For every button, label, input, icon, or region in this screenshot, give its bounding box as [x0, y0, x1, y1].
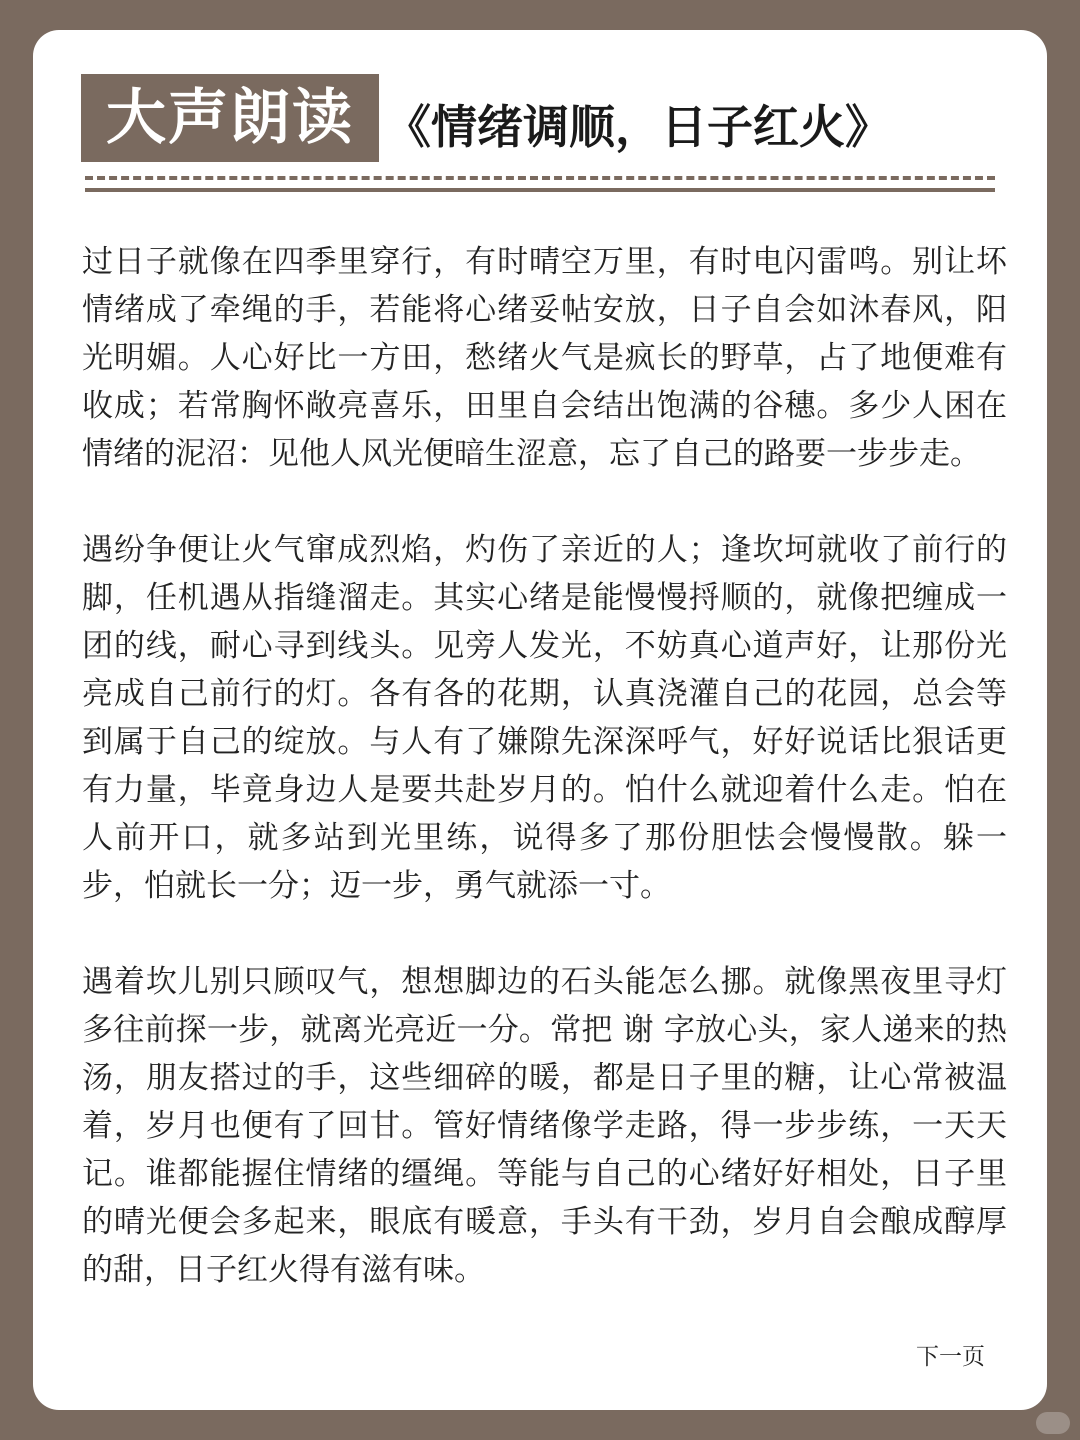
article-title: 《情绪调顺，日子红火》: [385, 100, 891, 154]
dashed-divider: [85, 176, 995, 180]
paragraph-2: 遇纷争便让火气窜成烈焰，灼伤了亲近的人；逢坎坷就收了前行的脚，任机遇从指缝溜走。其实心绪是能慢慢捋顺的，就像把缠成一团的线，耐心寻到线头。见旁人发光，不妨真心道声好，让那份光亮成自己前行的灯。各有各的花期，认真浇灌自己的花园，总会等到属于自己的绽放。与人有了嫌隙先深深呼气，好好说话比狠话更有力量，毕竟身边人是要共赴岁月的。怕什么就迎着什么走。怕在人前开口，就多站到光里练，说得多了那份胆怯会慢慢散。躲一步，怕就长一分；迈一步，勇气就添一寸。: [82, 532, 1007, 904]
solid-divider: [85, 188, 995, 192]
paragraph-3: 遇着坎儿别只顾叹气，想想脚边的石头能怎么挪。就像黑夜里寻灯多往前探一步，就离光亮近一分。常把 谢 字放心头，家人递来的热汤，朋友搭过的手，这些细碎的暖，都是日子里的糖，让心常被温着，岁月也便有了回甘。管好情绪像学走路，得一步步练，一天天记。谁都能握住情绪的缰绳。等能与自己的心绪好好相处，日子里的晴光便会多起来，眼底有暖意，手头有干劲，岁月自会酿成醇厚的甜，日子红火得有滋有味。: [82, 964, 1007, 1288]
paragraph-1: 过日子就像在四季里穿行，有时晴空万里，有时电闪雷鸣。别让坏情绪成了牵绳的手，若能将心绪妥帖安放，日子自会如沐春风，阳光明媚。人心好比一方田，愁绪火气是疯长的野草，占了地便难有收成；若常胸怀敞亮喜乐，田里自会结出饱满的谷穗。多少人困在情绪的泥沼：见他人风光便暗生涩意，忘了自己的路要一步步走。: [82, 244, 1007, 472]
article-body: [82, 238, 1007, 1294]
next-page-link[interactable]: 下一页: [916, 1344, 985, 1370]
read-aloud-badge: 大声朗读: [81, 74, 379, 162]
content-card: [33, 30, 1047, 1410]
watermark-badge: [1036, 1412, 1070, 1434]
